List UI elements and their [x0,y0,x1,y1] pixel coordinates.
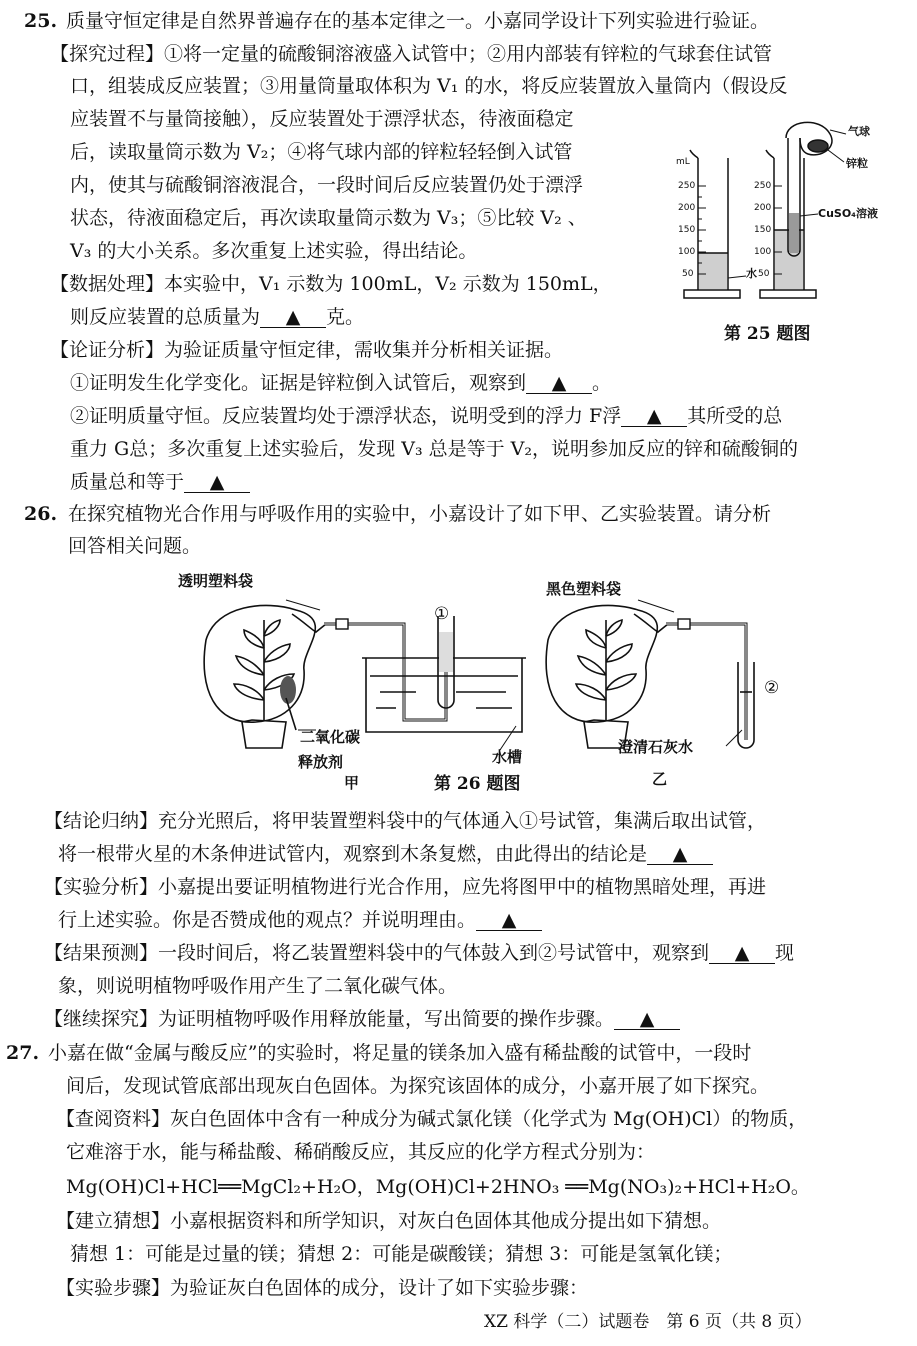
apparatus-yi [546,605,668,748]
q26-prediction-line1-end: 现 [775,942,795,964]
q25-fig-tick-right-250: 250 [754,181,772,191]
q25-analysis-line2 [70,374,611,394]
q25-analysis-line1: 【论证分析】为验证质量守恒定律，需收集并分析相关证据。 [50,339,564,361]
q25-fig-tick-left-50: 50 [682,269,694,279]
q25-data-line2-text: 则反应装置的总质量为 [70,306,261,328]
q25-fig-tick-right-50: 50 [758,269,770,279]
q25-process-line2: 口，组装成反应装置；③用量筒量取体积为 V₁ 的水，将反应装置放入量筒内（假设反 [70,75,788,97]
q25-fig-caption: 第 25 题图 [724,324,811,344]
q26-fig-label-limewater: 澄清石灰水 [618,738,694,756]
q25-fig-tick-right-200: 200 [754,203,772,213]
q25-answer-blank-total[interactable]: ▲ [184,473,250,493]
q26-further-line-text: 【继续探究】为证明植物呼吸作用释放能量，写出简要的操作步骤。 [44,1008,615,1030]
q25-answer-blank-mass[interactable]: ▲ [260,308,326,328]
q26-number: 26. [24,503,58,525]
q25-data-line2 [70,308,364,328]
q25-analysis-line5 [70,473,250,493]
q27-hypothesis-line1: 【建立猜想】小嘉根据资料和所学知识，对灰白色固体其他成分提出如下猜想。 [56,1210,722,1232]
q26-fig-label-jia: 甲 [344,774,360,792]
apparatus-jia [204,605,326,748]
q27-steps-line1: 【实验步骤】为验证灰白色固体的成分，设计了如下实验步骤： [56,1277,589,1299]
q27-reference-line2: 它难溶于水，能与稀盐酸、稀硝酸反应，其反应的化学方程式分别为： [66,1141,656,1163]
q25-analysis-line4: 重力 G总；多次重复上述实验后，发现 V₃ 总是等于 V₂，说明参加反应的锌和硫酸铜的 [70,438,799,460]
q26-stem-line1: 在探究植物光合作用与呼吸作用的实验中，小嘉设计了如下甲、乙实验装置。请分析 [68,503,772,525]
q26-fig-caption: 第 26 题图 [434,774,521,794]
q26-answer-blank-steps[interactable]: ▲ [614,1010,680,1030]
q27-equations: Mg(OH)Cl+HCl══MgCl₂+H₂O，Mg(OH)Cl+2HNO₃ ══Mg(NO₃)₂+HCl+H₂O。 [66,1176,810,1198]
tube-jia [324,624,446,720]
q26-further-line [44,1010,680,1030]
q26-fig-label-trough: 水槽 [492,748,523,766]
q26-prediction-line2: 象，则说明植物呼吸作用产生了二氧化碳气体。 [58,975,458,997]
tube-yi [666,624,746,740]
q25-stem: 质量守恒定律是自然界普遍存在的基本定律之一。小嘉同学设计下列实验进行验证。 [66,10,770,32]
q25-analysis-line3-end: 其所受的总 [687,405,783,427]
q25-fig-label-balloon: 气球 [848,125,870,138]
q25-fig-tick-left-250: 250 [678,181,696,191]
q25-answer-blank-compare[interactable]: ▲ [621,407,687,427]
q25-fig-label-water: 水 [746,267,757,280]
q25-process-line4: 后，读取量筒示数为 V₂；④将气球内部的锌粒轻轻倒入试管 [70,141,573,163]
q26-conclusion-line1: 【结论归纳】充分光照后，将甲装置塑料袋中的气体通入①号试管，集满后取出试管， [44,810,767,832]
q25-analysis-line2-text: ①证明发生化学变化。证据是锌粒倒入试管后，观察到 [70,372,527,394]
q26-stem-line2: 回答相关问题。 [68,535,202,557]
q26-answer-blank-conclusion[interactable]: ▲ [647,845,713,865]
q27-number: 27. [6,1042,40,1064]
q26-prediction-line1-text: 【结果预测】一段时间后，将乙装置塑料袋中的气体鼓入到②号试管中，观察到 [44,942,710,964]
q25-fig-tick-left-100: 100 [678,247,696,257]
q25-fig-unit-left: mL [676,157,690,167]
q25-process-line6: 状态，待液面稳定后，再次读取量筒示数为 V₃；⑤比较 V₂ 、 [70,207,587,229]
q26-analysis-line2-text: 行上述实验。你是否赞成他的观点？并说明理由。 [58,909,477,931]
q26-prediction-line1 [44,944,794,964]
q25-process-line3: 应装置不与量筒接触），反应装置处于漂浮状态，待液面稳定 [70,108,574,130]
q25-data-line2-unit: 克。 [326,306,365,328]
q25-process-line1: 【探究过程】①将一定量的硫酸铜溶液盛入试管中；②用内部装有锌粒的气球套住试管 [50,43,773,65]
q25-fig-tick-left-200: 200 [678,203,696,213]
q25-analysis-line3-text: ②证明质量守恒。反应装置均处于漂浮状态，说明受到的浮力 F浮 [70,405,622,427]
q25-analysis-line3 [70,407,782,427]
test-tube-balloon [786,122,832,256]
q25-fig-label-zinc: 锌粒 [846,157,868,170]
q26-fig-mark-2: ② [764,678,780,698]
q25-analysis-line2-end: 。 [592,372,612,394]
q26-conclusion-line2 [58,845,713,865]
q25-answer-blank-observation[interactable]: ▲ [526,374,592,394]
q27-hypothesis-line2: 猜想 1：可能是过量的镁；猜想 2：可能是碳酸镁；猜想 3：可能是氢氧化镁； [70,1243,733,1265]
q26-analysis-line1: 【实验分析】小嘉提出要证明植物进行光合作用，应先将图甲中的植物黑暗处理，再进 [44,876,767,898]
q25-analysis-line5-text: 质量总和等于 [70,471,185,493]
q26-fig-label-co2-line2: 释放剂 [298,753,344,771]
q26-fig-label-black-bag: 黑色塑料袋 [546,580,622,598]
q26-fig-label-clear-bag: 透明塑料袋 [178,572,254,590]
q26-answer-blank-prediction[interactable]: ▲ [709,944,775,964]
q27-stem-line1: 小嘉在做“金属与酸反应”的实验时，将足量的镁条加入盛有稀盐酸的试管中，一段时 [48,1042,752,1064]
q26-fig-label-co2-line1: 二氧化碳 [300,728,361,746]
q25-fig-tick-right-100: 100 [754,247,772,257]
q26-answer-blank-opinion[interactable]: ▲ [476,911,542,931]
q26-conclusion-line2-text: 将一根带火星的木条伸进试管内，观察到木条复燃，由此得出的结论是 [58,843,648,865]
q25-fig-tick-left-150: 150 [678,225,696,235]
page-footer: XZ 科学（二）试题卷 第 6 页（共 8 页） [484,1312,812,1332]
q25-fig-tick-right-150: 150 [754,225,772,235]
q25-fig-label-solution: CuSO₄溶液 [818,207,878,220]
q25-number: 25. [24,10,58,32]
q26-fig-mark-1: ① [434,604,450,624]
q26-analysis-line2 [58,911,542,931]
q26-fig-label-yi: 乙 [652,770,668,788]
q25-process-line7: V₃ 的大小关系。多次重复上述实验，得出结论。 [70,240,478,262]
q25-data-line1: 【数据处理】本实验中，V₁ 示数为 100mL，V₂ 示数为 150mL， [50,273,612,295]
q27-reference-line1: 【查阅资料】灰白色固体中含有一种成分为碱式氯化镁（化学式为 Mg(OH)Cl）的物质， [56,1108,808,1130]
q27-stem-line2: 间后，发现试管底部出现灰白色固体。为探究该固体的成分，小嘉开展了如下探究。 [66,1075,770,1097]
q25-process-line5: 内，使其与硫酸铜溶液混合，一段时间后反应装置仍处于漂浮 [70,174,584,196]
